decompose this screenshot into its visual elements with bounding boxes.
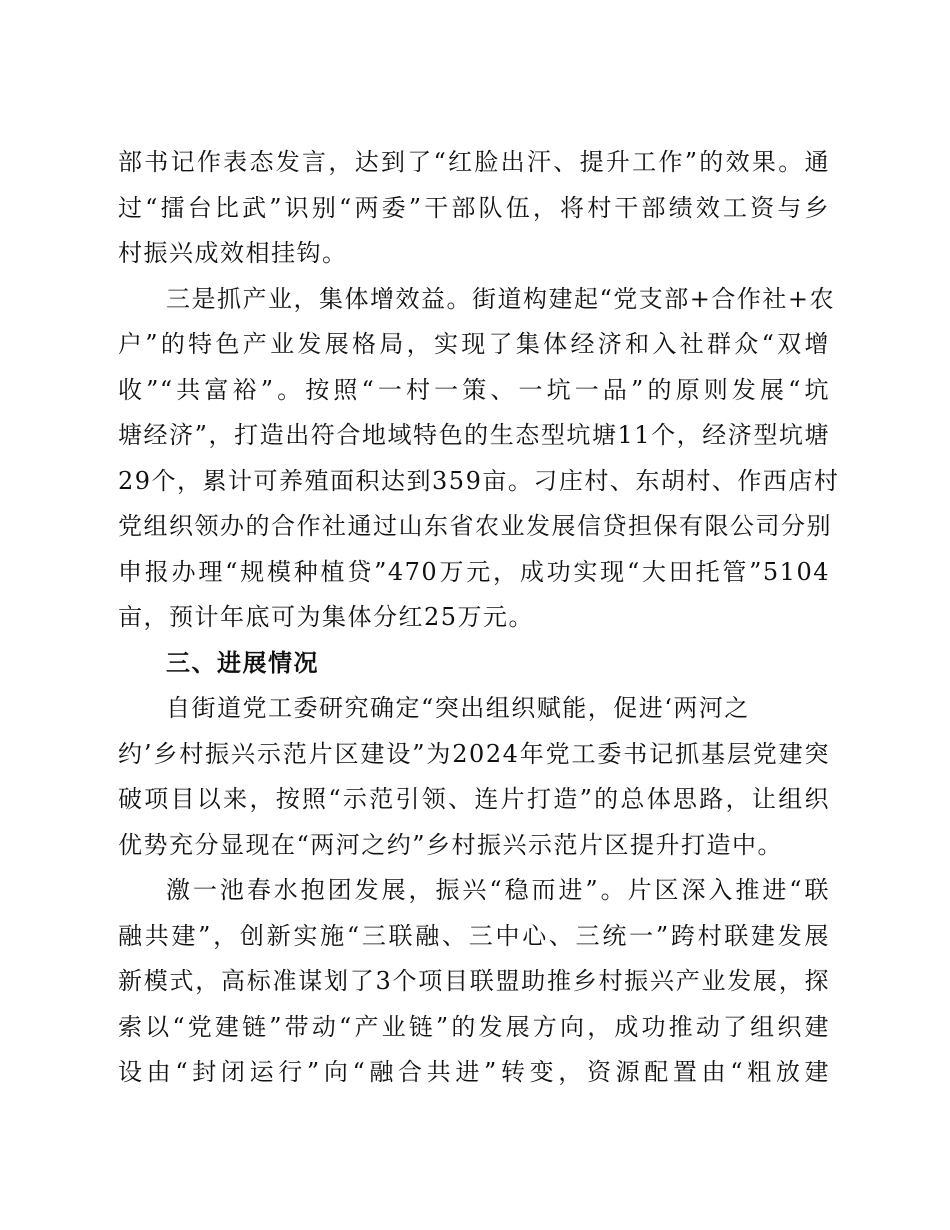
text-line-2: 过“擂台比武”识别“两委”干部队伍，将村干部绩效工资与乡	[118, 193, 830, 222]
text-line-9: 党组织领办的合作社通过山东省农业发展信贷担保有限公司分别	[118, 512, 832, 540]
text-line-4: 三是抓产业，集体增效益。街道构建起“党支部+合作社+农	[166, 284, 835, 313]
text-line-20: 索以“党建链”带动“产业链”的发展方向，成功推动了组织建	[118, 1012, 830, 1041]
text-line-16: 优势充分显现在“两河之约”乡村振兴示范片区提升打造中。	[118, 830, 784, 859]
text-line-19: 新模式，高标准谋划了3个项目联盟助推乡村振兴产业发展，探	[118, 967, 830, 995]
text-line-11: 亩，预计年底可为集体分红25万元。	[118, 603, 535, 631]
text-line-8: 29个，累计可养殖面积达到359亩。刁庄村、东胡村、作西店村	[118, 466, 840, 495]
section-heading: 三、进展情况	[166, 648, 319, 677]
text-line-18: 融共建”，创新实施“三联融、三中心、三统一”跨村联建发展	[118, 921, 830, 950]
text-line-10: 申报办理“规模种植贷”470万元，成功实现“大田托管”5104	[118, 557, 830, 586]
text-line-15: 破项目以来，按照“示范引领、连片打造”的总体思路，让组织	[118, 785, 830, 813]
document-page	[118, 140, 840, 1096]
text-line-5: 户”的特色产业发展格局，实现了集体经济和入社群众“双增	[118, 330, 830, 358]
text-line-14: 约’乡村振兴示范片区建设”为2024年党工委书记抓基层党建突	[118, 739, 830, 768]
text-line-21: 设由“封闭运行”向“融合共进”转变，资源配置由“粗放建	[118, 1058, 830, 1086]
text-line-1: 部书记作表态发言，达到了“红脸出汗、提升工作”的效果。通	[118, 148, 830, 176]
text-line-7: 塘经济”，打造出符合地域特色的生态型坑塘11个，经济型坑塘	[118, 421, 830, 449]
text-line-3: 村振兴成效相挂钩。	[118, 239, 348, 267]
text-line-6: 收”“共富裕”。按照“一村一策、一坑一品”的原则发展“坑	[118, 375, 830, 404]
text-line-13: 自街道党工委研究确定“突出组织赋能，促进‘两河之	[166, 694, 750, 722]
text-line-17: 激一池春水抱团发展，振兴“稳而进”。片区深入推进“联	[166, 876, 830, 904]
